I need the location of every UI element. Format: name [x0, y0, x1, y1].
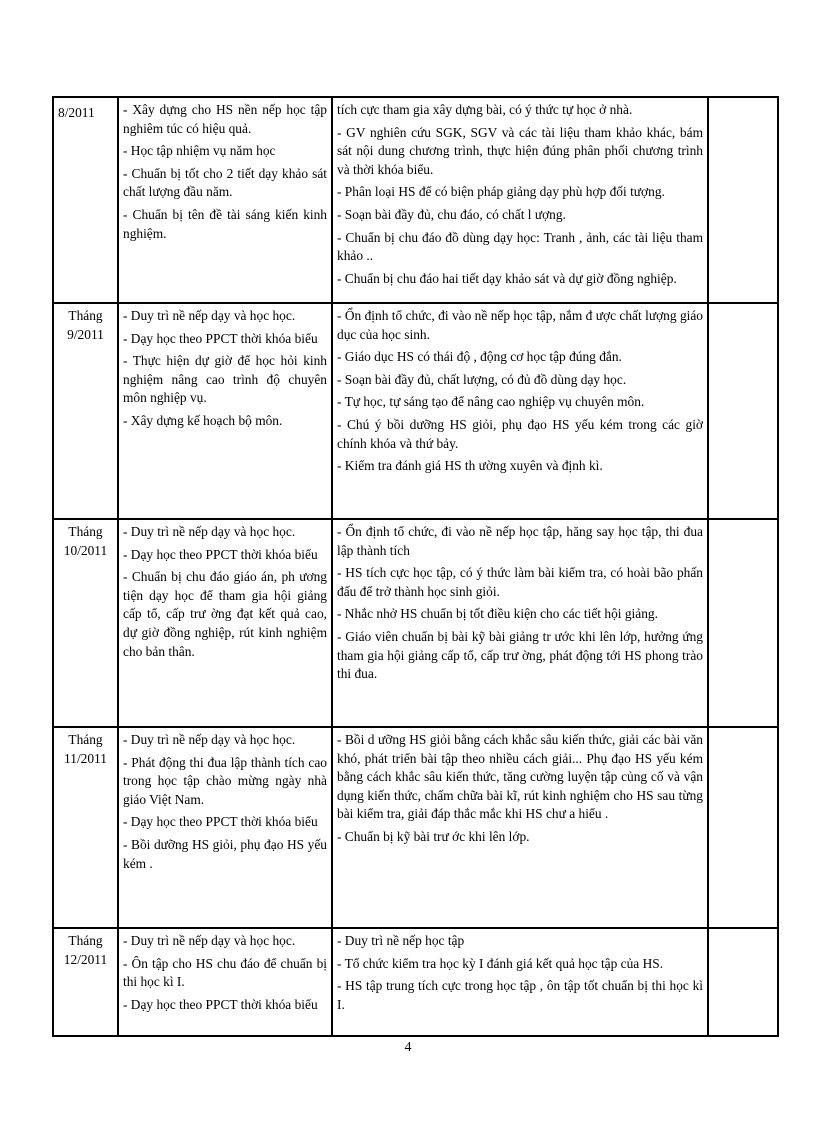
task-item: - Chuẩn bị chu đáo giáo án, ph ương tiện dạy học để tham gia hội giảng cấp tổ, cấp trư ờng đạt kết quả cao, dự giờ đồng nghiệp, rút kinh nghiệm cho bản thân.: [123, 569, 327, 659]
measure-item: - Chuẩn bị chu đáo đồ dùng dạy học: Tranh , ảnh, các tài liệu tham khảo ..: [337, 229, 703, 264]
task-item: - Học tập nhiệm vụ năm học: [123, 143, 276, 159]
tasks-cell: [118, 519, 332, 727]
measure-item: - Duy trì nề nếp học tập: [337, 933, 465, 948]
measure-item: - HS tập trung tích cực trong học tập , ôn tập tốt chuẩn bị thi học kì I.: [337, 978, 703, 1012]
measures-cell: [332, 97, 708, 303]
measure-item: - Ổn định tổ chức, đi vào nề nếp học tập, nắm đ ược chất lượng giáo dục của học sinh.: [337, 308, 703, 342]
task-item: - Dạy học theo PPCT thời khóa biểu: [123, 814, 318, 830]
notes-cell: [708, 97, 778, 303]
table-row: [53, 303, 778, 519]
task-item: - Duy trì nề nếp dạy và học học.: [123, 732, 296, 747]
measure-item: - Kiểm tra đánh giá HS th ường xuyên và định kì.: [337, 458, 603, 474]
measure-item: - HS tích cực học tập, có ý thức làm bài kiểm tra, có hoài bão phấn đấu để trở thành học sinh giỏi.: [337, 565, 703, 599]
notes-cell: [708, 519, 778, 727]
table-row: [53, 928, 778, 1036]
measure-item: - Soạn bài đầy đủ, chất lượng, có đủ đồ dùng dạy học.: [337, 371, 627, 387]
task-item: - Duy trì nề nếp dạy và học học.: [123, 524, 296, 539]
tasks-cell: [118, 727, 332, 928]
measure-item: - Nhắc nhở HS chuẩn bị tốt điều kiện cho các tiết hội giảng.: [337, 606, 658, 622]
measure-item: - Tự học, tự sáng tạo để nâng cao nghiệp vụ chuyên môn.: [337, 394, 645, 410]
measure-item: - Bồi d ưỡng HS giỏi bằng cách khắc sâu kiến thức, giải các bài văn khó, phát triển bài tập theo nhiều cách giải... Phụ đạo HS yếu kém bằng cách khắc sâu kiến thức, tăng cường luyện tập củng cố và vận dụng kiến thức, chấm chữa bài kĩ, rút kinh nghiệm cho HS sau từng bài kiểm tra, giải đáp thắc mắc khi HS chư a hiểu .: [337, 732, 703, 822]
task-item: - Xây dựng kế hoạch bộ môn.: [123, 412, 283, 428]
table-row: [53, 97, 778, 303]
task-item: - Chuẩn bị tên đề tài sáng kiến kinh nghiệm.: [123, 206, 327, 241]
month-cell: Tháng 11/2011: [53, 727, 118, 928]
task-item: - Bồi dưỡng HS giỏi, phụ đạo HS yếu kém .: [123, 836, 327, 871]
measures-cell: [332, 519, 708, 727]
task-item: - Dạy học theo PPCT thời khóa biểu: [123, 330, 318, 346]
plan-table: [52, 96, 779, 1037]
notes-cell: [708, 928, 778, 1036]
task-item: - Duy trì nề nếp dạy và học học.: [123, 308, 296, 323]
month-cell: Tháng 10/2011: [53, 519, 118, 727]
month-cell: Tháng 9/2011: [53, 303, 118, 519]
task-item: - Dạy học theo PPCT thời khóa biểu: [123, 546, 318, 562]
measures-cell: [332, 727, 708, 928]
page-number: 4: [404, 1040, 412, 1055]
task-item: - Phát động thi đua lập thành tích cao trong học tập chào mừng ngày nhà giáo Việt Nam.: [123, 754, 327, 807]
month-cell: 8/2011: [53, 97, 118, 303]
task-item: - Chuẩn bị tốt cho 2 tiết dạy khảo sát chất lượng đầu năm.: [123, 165, 327, 200]
measure-item: - Chuẩn bị kỹ bài trư ớc khi lên lớp.: [337, 828, 530, 844]
measure-item: - Chú ý bồi dưỡng HS giỏi, phụ đạo HS yếu kém trong các giờ chính khóa và thứ bảy.: [337, 416, 703, 451]
measure-item: - Ổn định tổ chức, đi vào nề nếp học tập, hăng say học tập, thi đua lập thành tích: [337, 524, 703, 558]
measure-item: - Giáo dục HS có thái độ , động cơ học tập đúng đắn.: [337, 349, 622, 365]
measure-item: - Phân loại HS để có biện pháp giảng dạy phù hợp đối tượng.: [337, 184, 665, 200]
task-item: - Thực hiện dự giờ để học hỏi kinh nghiệm nâng cao trình độ chuyên môn nghiệp vụ.: [123, 353, 327, 406]
tasks-cell: [118, 97, 332, 303]
measure-item: - Giáo viên chuẩn bị bài kỹ bài giảng tr ước khi lên lớp, hưởng ứng tham gia hội giảng cấp tổ, cấp trư ờng, phát động tới HS phong trào thi đua.: [337, 628, 703, 682]
task-item: - Ôn tập cho HS chu đáo để chuẩn bị thi học kì I.: [123, 955, 327, 990]
measure-item: - Soạn bài đầy đủ, chu đáo, có chất l ượng.: [337, 206, 566, 222]
task-item: - Dạy học theo PPCT thời khóa biểu: [123, 996, 318, 1012]
table-row: [53, 727, 778, 928]
notes-cell: [708, 727, 778, 928]
tasks-cell: [118, 928, 332, 1036]
measure-item: tích cực tham gia xây dựng bài, có ý thức tự học ở nhà.: [337, 102, 633, 117]
measures-cell: [332, 928, 708, 1036]
measure-item: - Tổ chức kiểm tra học kỳ I đánh giá kết quả học tập của HS.: [337, 955, 664, 971]
task-item: - Xây dựng cho HS nền nếp học tập nghiêm túc có hiệu quả.: [123, 102, 327, 136]
measure-item: - Chuẩn bị chu đáo hai tiết dạy khảo sát và dự giờ đồng nghiệp.: [337, 270, 677, 286]
month-cell: Tháng 12/2011: [53, 928, 118, 1036]
tasks-cell: [118, 303, 332, 519]
task-item: - Duy trì nề nếp dạy và học học.: [123, 933, 296, 948]
table-row: [53, 519, 778, 727]
notes-cell: [708, 303, 778, 519]
measure-item: - GV nghiên cứu SGK, SGV và các tài liệu tham khảo khác, bám sát nội dung chương trình, thực hiện đúng phân phối chương trình và thời khóa biểu.: [337, 124, 703, 177]
measures-cell: [332, 303, 708, 519]
